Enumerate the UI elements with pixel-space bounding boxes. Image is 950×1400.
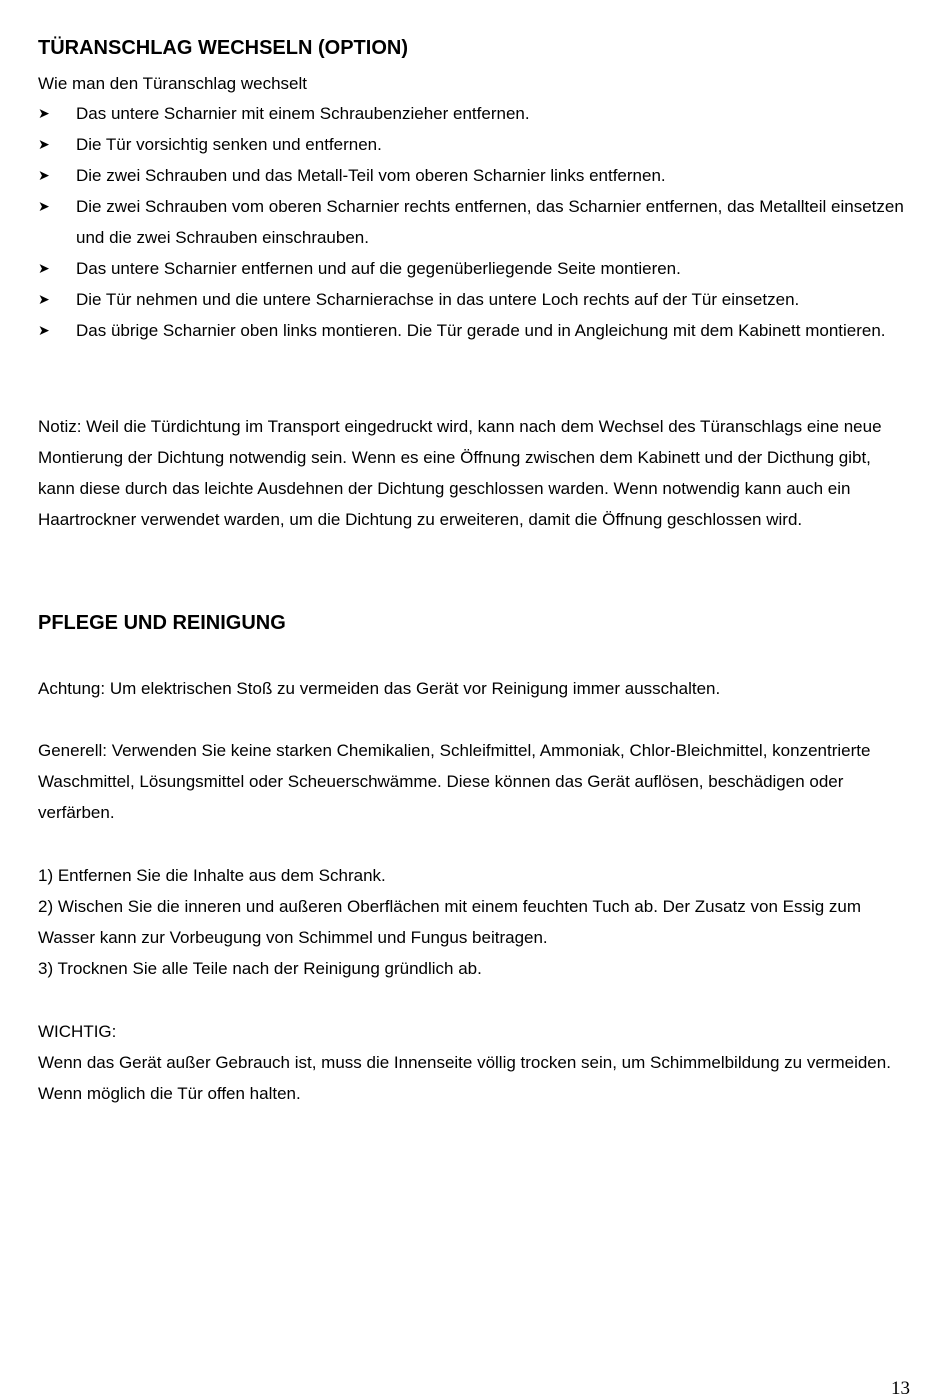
door-reversal-steps: [38, 98, 910, 346]
arrow-bullet-icon: ➤: [38, 167, 50, 183]
section-intro: Wie man den Türanschlag wechselt: [38, 74, 307, 93]
important-label: WICHTIG:: [38, 1022, 117, 1041]
list-item: ➤ Die Tür nehmen und die untere Scharnierachse in das untere Loch rechts auf der Tür einsetzen.: [38, 284, 910, 315]
caution-paragraph: Achtung: Um elektrischen Stoß zu vermeiden das Gerät vor Reinigung immer ausschalten.: [38, 679, 721, 698]
arrow-bullet-icon: ➤: [38, 105, 50, 121]
cleaning-step-3: 3) Trocknen Sie alle Teile nach der Reinigung gründlich ab.: [38, 959, 482, 978]
arrow-bullet-icon: ➤: [38, 136, 50, 152]
cleaning-step-1: 1) Entfernen Sie die Inhalte aus dem Schrank.: [38, 866, 386, 885]
arrow-bullet-icon: ➤: [38, 260, 50, 276]
arrow-bullet-icon: ➤: [38, 322, 50, 338]
list-item: ➤ Die Tür vorsichtig senken und entfernen.: [38, 129, 910, 160]
note-paragraph: Notiz: Weil die Türdichtung im Transport eingedruckt wird, kann nach dem Wechsel des Türanschlags eine neue Montierung der Dichtung notwendig sein. Wenn es eine Öffnung zwischen dem Kabinett und der Dicthung gibt, kann diese durch das leichte Ausdehnen der Dichtung geschlossen warden. Wenn notwendig kann auch ein Haartrockner verwendet warden, um die Dichtung zu erweiteren, damit die Öffnung geschlossen wird.: [38, 417, 882, 529]
page-number: 13: [891, 1378, 910, 1399]
general-paragraph: Generell: Verwenden Sie keine starken Chemikalien, Schleifmittel, Ammoniak, Chlor-Bleichmittel, konzentrierte Waschmittel, Lösungsmittel oder Scheuerschwämme. Diese können das Gerät auflösen, beschädigen oder verfärben.: [38, 741, 871, 822]
list-item: ➤ Das untere Scharnier mit einem Schraubenzieher entfernen.: [38, 98, 910, 129]
list-item: ➤ Das übrige Scharnier oben links montieren. Die Tür gerade und in Angleichung mit dem Kabinett montieren.: [38, 315, 910, 346]
section-title-door-reversal: TÜRANSCHLAG WECHSELN (OPTION): [38, 37, 408, 59]
arrow-bullet-icon: ➤: [38, 291, 50, 307]
important-paragraph: Wenn das Gerät außer Gebrauch ist, muss die Innenseite völlig trocken sein, um Schimmelbildung zu vermeiden. Wenn möglich die Tür offen halten.: [38, 1053, 891, 1103]
list-item: ➤ Die zwei Schrauben vom oberen Scharnier rechts entfernen, das Scharnier entfernen, das Metallteil einsetzen und die zwei Schrauben einschrauben.: [38, 191, 910, 253]
cleaning-step-2: 2) Wischen Sie die inneren und außeren Oberflächen mit einem feuchten Tuch ab. Der Zusatz von Essig zum Wasser kann zur Vorbeugung von Schimmel und Fungus beitragen.: [38, 897, 862, 947]
list-item: ➤ Die zwei Schrauben und das Metall-Teil vom oberen Scharnier links entfernen.: [38, 160, 910, 191]
arrow-bullet-icon: ➤: [38, 198, 50, 214]
section-title-care-cleaning: PFLEGE UND REINIGUNG: [38, 612, 286, 634]
list-item: ➤ Das untere Scharnier entfernen und auf die gegenüberliegende Seite montieren.: [38, 253, 910, 284]
